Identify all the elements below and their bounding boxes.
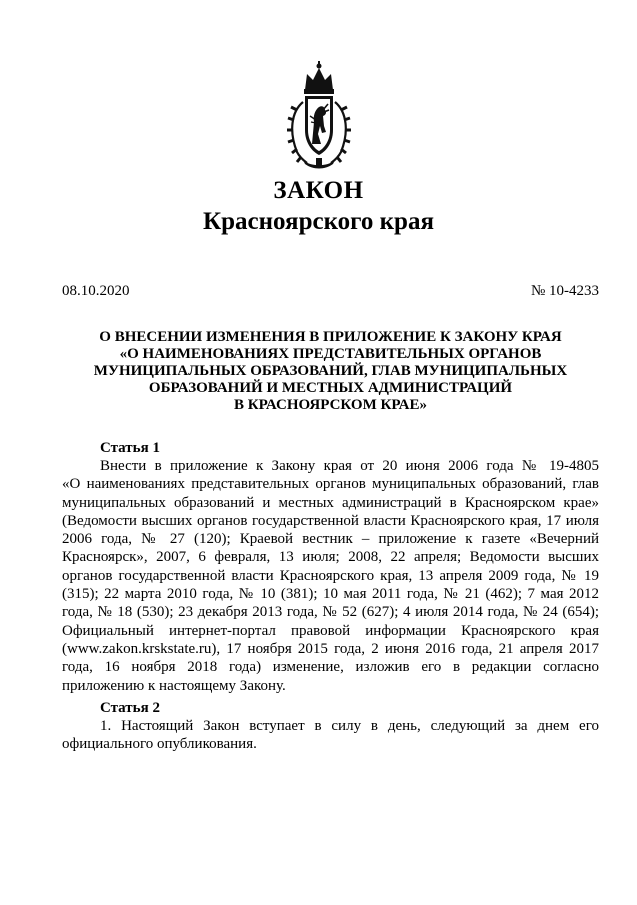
article-1-line: года, 16 ноября 2018 года) изменение, изложив его в редакции согласно [62,659,599,676]
region-title: Красноярского края [203,208,434,235]
adoption-date: 08.10.2020 [62,283,130,299]
article-1-line: (Ведомости высших органов государственной власти Красноярского края, 17 июля [62,512,599,529]
article-1-line: Официальный интернет-портал правовой информации Красноярского края [62,622,599,639]
law-title-line: «О НАИМЕНОВАНИЯХ ПРЕДСТАВИТЕЛЬНЫХ ОРГАНОВ [119,346,542,362]
law-title-line: ОБРАЗОВАНИЙ И МЕСТНЫХ АДМИНИСТРАЦИЙ [148,380,513,396]
law-title-line: МУНИЦИПАЛЬНЫХ ОБРАЗОВАНИЙ, ГЛАВ МУНИЦИПАЛЬНЫХ [93,363,568,379]
law-number: № 10-4233 [530,283,599,299]
law-title [62,329,599,414]
document-type-title: ЗАКОН [273,177,364,204]
article-1-line: Внести в приложение к Закону края от 20 июня 2006 года № 19-4805 [100,458,599,474]
article-2-text [62,717,599,754]
krasnoyarsk-coat-of-arms-icon [285,60,353,172]
article-1-line: 2006 года, № 27 (120); Краевой вестник – приложение к газете «Вечерний [62,531,599,548]
article-2-line: 1. Настоящий Закон вступает в силу в день, следующий за днем его [100,718,599,734]
article-1-line: Красноярск», 2007, 6 февраля, 13 июля; 2008, 22 апреля; Ведомости высших [62,549,599,566]
article-1-line: года, № 18 (530); 23 декабря 2013 года, № 52 (627); 4 июля 2014 года, № 24 (654); [62,604,599,621]
law-title-line: В КРАСНОЯРСКОМ КРАЕ» [234,397,427,413]
article-1-line: приложению к настоящему Закону. [62,677,286,694]
article-1-line: (www.zakon.krskstate.ru), 17 ноября 2015 года, 2 июня 2016 года, 21 апреля 2017 [62,640,599,657]
article-2-heading: Статья 2 [100,700,160,716]
article-1-line: (315); 22 марта 2010 года, № 10 (381); 10 мая 2011 года, № 21 (462); 7 мая 2012 [62,586,599,603]
law-title-line: О ВНЕСЕНИИ ИЗМЕНЕНИЯ В ПРИЛОЖЕНИЕ К ЗАКОНУ КРАЯ [99,329,562,345]
article-1-heading: Статья 1 [100,440,160,456]
article-1-line: «О наименованиях представительных органов муниципальных образований, глав [62,476,599,493]
article-2-line: официального опубликования. [62,736,257,753]
article-1-line: муниципальных образований и местных администраций в Красноярском крае» [62,494,599,511]
article-1-text [62,457,599,695]
article-1-line: органов государственной власти Красноярского края, 13 апреля 2009 года, № 19 [62,567,599,584]
